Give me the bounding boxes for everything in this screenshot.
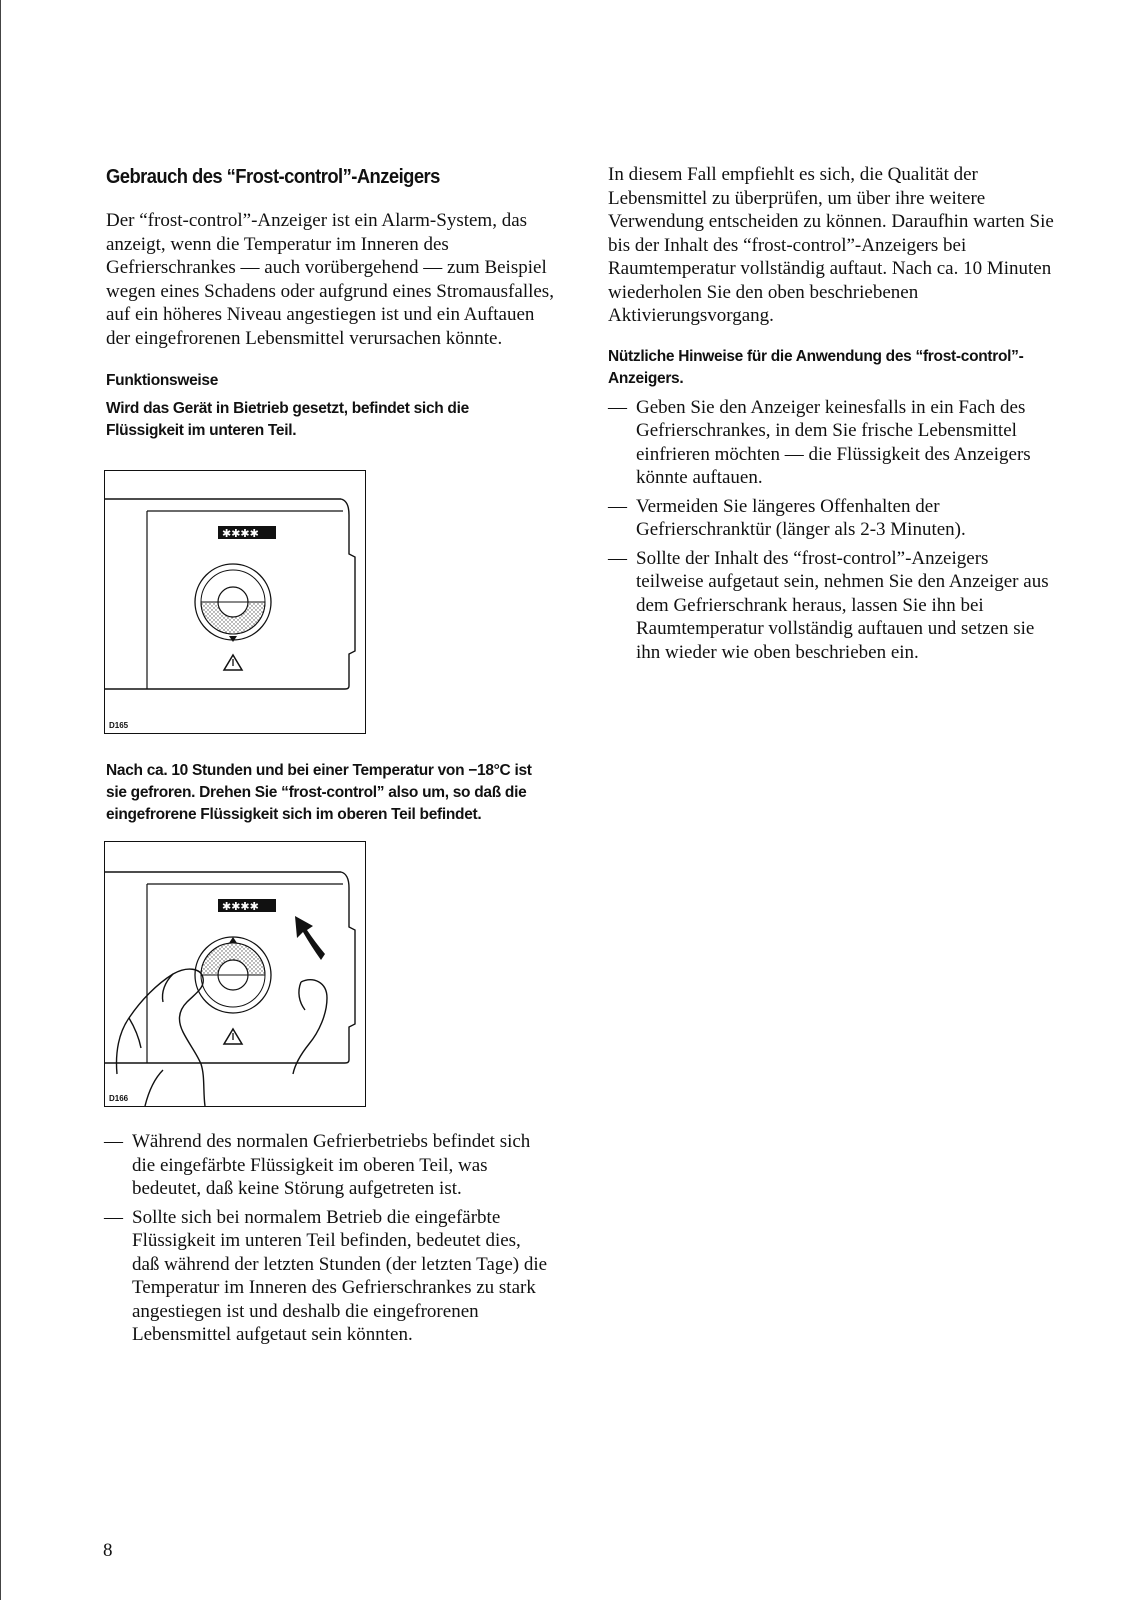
function-heading: Funktionsweise xyxy=(106,372,219,389)
figure-label: D166 xyxy=(109,1094,129,1103)
right-bullet-list xyxy=(608,396,1058,665)
section-title: Gebrauch des “Frost-control”-Anzeigers xyxy=(106,166,440,188)
warning-triangle-icon xyxy=(224,655,242,670)
left-column xyxy=(106,166,556,442)
list-item: — Sollte der Inhalt des “frost-control”-Anzeigers teilweise aufgetaut sein, nehmen Sie den Anzeiger aus dem Gefrierschrank heraus, lassen Sie ihn bei Raumtemperatur vollständig auftauen und setzen sie ihn wieder wie oben beschrieben ein. xyxy=(608,547,1049,663)
function-text: Wird das Gerät in Bietrieb gesetzt, befindet sich die Flüssigkeit im unteren Teil. xyxy=(106,400,469,439)
list-item: — Während des normalen Gefrierbetriebs befindet sich die eingefärbte Flüssigkeit im oberen Teil, was bedeutet, daß keine Störung aufgetreten ist. xyxy=(104,1131,531,1199)
hand-illustration xyxy=(117,969,328,1106)
list-item: — Geben Sie den Anzeiger keinesfalls in ein Fach des Gefrierschrankes, in dem Sie frische Lebensmittel einfrieren möchten — die Flüssigkeit des Anzeigers könnte auftauen. xyxy=(608,396,1031,488)
svg-text:✱✱✱✱: ✱✱✱✱ xyxy=(222,527,259,540)
figure-d165-drawing xyxy=(105,471,365,733)
list-item: — Vermeiden Sie längeres Offenhalten der Gefrierschranktür (länger als 2-3 Minuten). xyxy=(608,495,966,540)
left-bullet-list xyxy=(104,1130,552,1347)
freezer-star-rating-icon xyxy=(218,526,276,540)
page-number: 8 xyxy=(103,1540,113,1561)
warning-triangle-icon xyxy=(224,1029,242,1044)
freezer-star-rating-icon xyxy=(218,899,276,913)
svg-text:✱✱✱✱: ✱✱✱✱ xyxy=(222,900,259,913)
figure-d166 xyxy=(104,841,366,1107)
right-column xyxy=(608,163,1058,664)
intro-paragraph: Der “frost-control”-Anzeiger ist ein Alarm-System, das anzeigt, wenn die Temperatur im Inneren des Gefrierschrankes — auch vorübergehend — zum Beispiel wegen eines Schadens oder aufgrund eines Stromausfalles, auf ein höheres Niveau angestiegen ist und ein Auftauen der eingefrorenen Lebensmittel verursachen könnte. xyxy=(106,210,554,349)
rotation-arrow-icon xyxy=(295,916,325,960)
after-figure1-text: Nach ca. 10 Stunden und bei einer Temperatur von −18°C ist sie gefroren. Drehen Sie “frost-control” also um, so daß die eingefrorene Flüssigkeit sich im oberen Teil befindet. xyxy=(106,762,532,823)
right-intro-paragraph: In diesem Fall empfiehlt es sich, die Qualität der Lebensmittel zu überprüfen, um über ihre weitere Verwendung entscheiden zu können. Daraufhin warten Sie bis der Inhalt des “frost-control”-Anzeigers bei Raumtemperatur vollständig auftaut. Nach ca. 10 Minuten wiederholen Sie den oben beschriebenen Aktivierungsvorgang. xyxy=(608,164,1054,326)
figure-d166-drawing xyxy=(105,842,365,1106)
list-item: — Sollte sich bei normalem Betrieb die eingefärbte Flüssigkeit im unteren Teil befinden, bedeutet dies, daß während der letzten Stunden (der letzten Tage) die Temperatur im Inneren des Gefrierschrankes zu stark angestiegen ist und deshalb die eingefrorenen Lebensmittel aufgetaut sein könnten. xyxy=(104,1206,548,1345)
figure-label: D165 xyxy=(109,721,129,730)
hints-heading: Nützliche Hinweise für die Anwendung des “frost-control”-Anzeigers. xyxy=(608,347,1024,387)
scan-edge-line xyxy=(0,0,1,1600)
figure-d165 xyxy=(104,470,366,734)
